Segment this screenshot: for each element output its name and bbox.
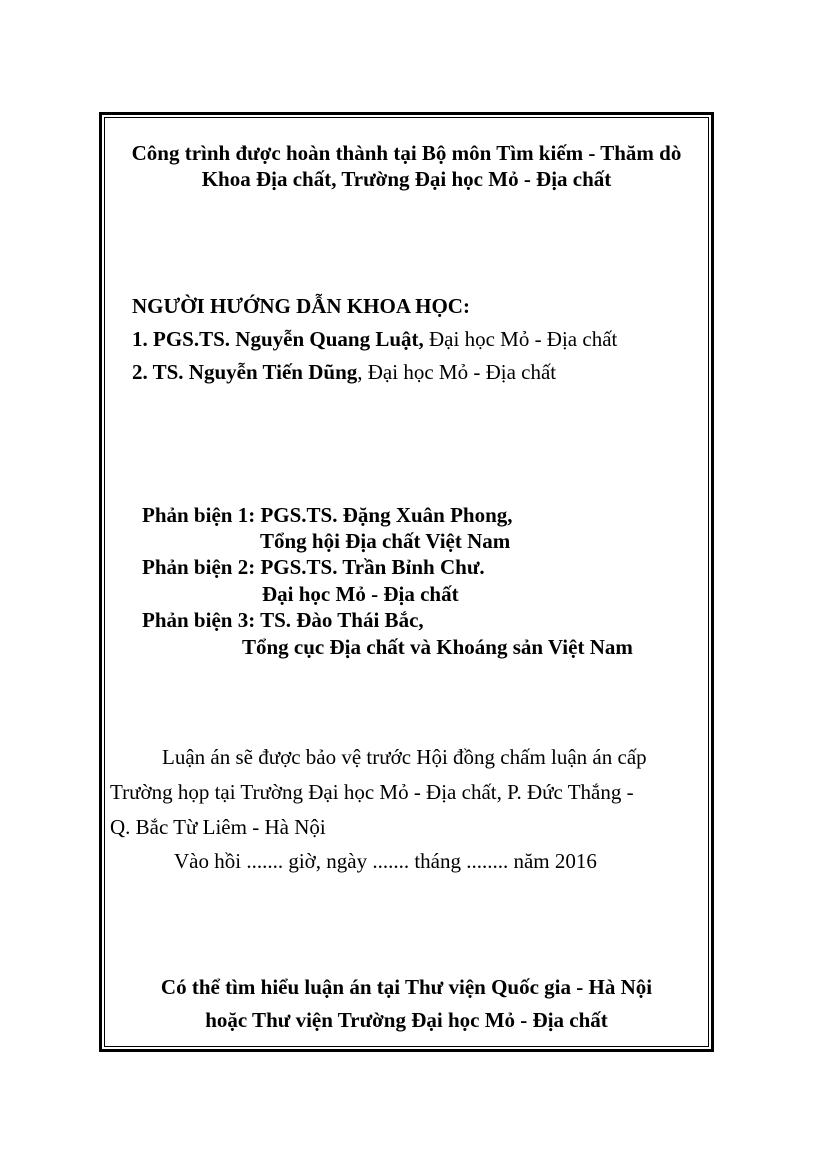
reviewer-2-org: Đại học Mỏ - Địa chất xyxy=(262,582,459,606)
reviewer-1-org: Tổng hội Địa chất Việt Nam xyxy=(260,529,511,553)
faculty-line: Khoa Địa chất, Trường Đại học Mỏ - Địa chất xyxy=(201,167,612,191)
advisors-heading: NGƯỜI HƯỚNG DẪN KHOA HỌC: xyxy=(132,294,470,318)
advisor-2-name: 2. TS. Nguyễn Tiến Dũng xyxy=(132,360,358,384)
reviewer-3-label: Phản biện 3: TS. Đào Thái Bắc, xyxy=(142,608,424,632)
advisor-1-name: 1. PGS.TS. Nguyễn Quang Luật, xyxy=(132,327,424,351)
defense-time: Vào hồi ....... giờ, ngày ....... tháng ........ năm 2016 xyxy=(174,849,597,873)
advisor-2 xyxy=(132,359,556,385)
reviewer-3-org: Tổng cục Địa chất và Khoáng sản Việt Nam xyxy=(242,635,633,659)
library-line-1: Có thể tìm hiểu luận án tại Thư viện Quốc gia - Hà Nội xyxy=(160,975,653,999)
advisor-1 xyxy=(132,326,617,352)
defense-line-1: Luận án sẽ được bảo vệ trước Hội đồng chấm luận án cấp xyxy=(162,745,647,769)
reviewer-2-label: Phản biện 2: PGS.TS. Trần Bỉnh Chư. xyxy=(142,555,485,579)
advisor-2-affiliation: , Đại học Mỏ - Địa chất xyxy=(357,360,557,384)
defense-line-2: Trường họp tại Trường Đại học Mỏ - Địa chất, P. Đức Thắng - xyxy=(110,780,634,804)
completion-statement: Công trình được hoàn thành tại Bộ môn Tìm kiếm - Thăm dò xyxy=(131,141,682,165)
library-line-2: hoặc Thư viện Trường Đại học Mỏ - Địa chất xyxy=(205,1008,608,1032)
reviewer-1-label: Phản biện 1: PGS.TS. Đặng Xuân Phong, xyxy=(142,503,513,527)
defense-line-3: Q. Bắc Từ Liêm - Hà Nội xyxy=(110,815,326,839)
advisor-1-affiliation: Đại học Mỏ - Địa chất xyxy=(423,327,618,351)
